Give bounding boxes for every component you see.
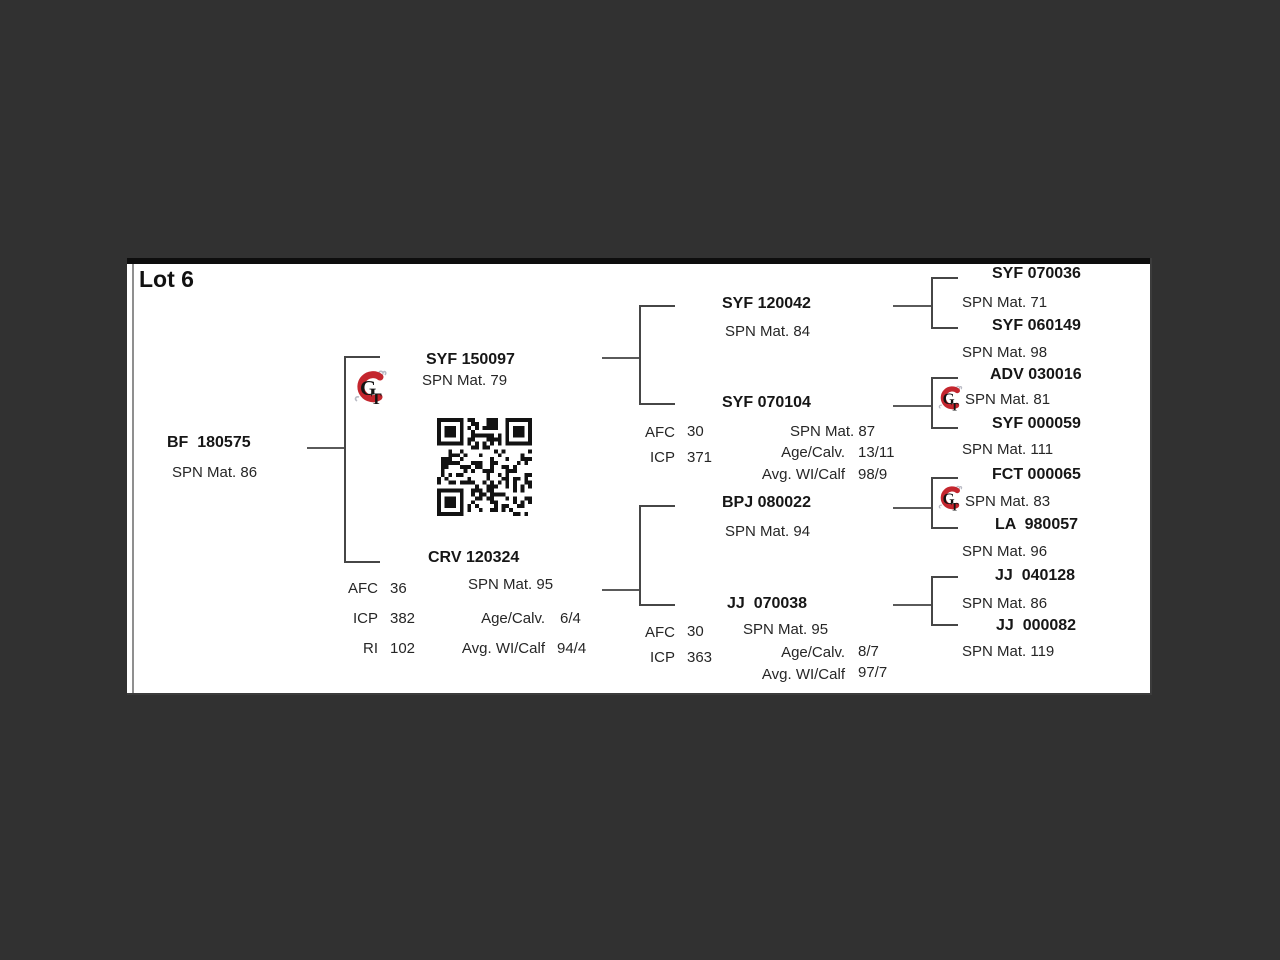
gen4-id-5: LA 980057 <box>995 516 1079 533</box>
sire-dam-avgwicalf-value: 98/9 <box>858 466 888 483</box>
gen4-spn-1: SPN Mat. 98 <box>962 344 1048 361</box>
dam-dam-afc-label: AFC <box>645 624 675 641</box>
pedigree-card <box>127 258 1152 695</box>
gen4-spn-4: SPN Mat. 83 <box>965 493 1051 510</box>
gen4-spn-5: SPN Mat. 96 <box>962 543 1048 560</box>
gt-logo-icon <box>353 368 387 406</box>
sire-dam-agecalv-label: Age/Calv. <box>781 444 845 461</box>
dam-avgwicalf-value: 94/4 <box>557 640 587 657</box>
connector-sire-dam <box>893 405 932 407</box>
sire-dam-agecalv-value: 13/11 <box>858 444 895 461</box>
sire-spn: SPN Mat. 79 <box>422 372 508 389</box>
sire-dam-spn: SPN Mat. 87 <box>790 423 876 440</box>
dam-dam-agecalv-value: 8/7 <box>858 643 879 660</box>
dam-icp-label: ICP <box>352 610 378 627</box>
svg-text:G: G <box>942 490 955 508</box>
connector-dam-sire <box>893 507 932 509</box>
dam-dam-agecalv-label: Age/Calv. <box>781 644 845 661</box>
sire-dam-id: SYF 070104 <box>722 394 811 411</box>
svg-text:G: G <box>360 376 377 400</box>
gen4-id-4: FCT 000065 <box>992 466 1081 483</box>
gen4-spn-0: SPN Mat. 71 <box>962 294 1048 311</box>
gen4-id-1: SYF 060149 <box>992 317 1081 334</box>
sire-dam-icp-label: ICP <box>649 449 675 466</box>
dam-dam-avgwicalf-value: 97/7 <box>858 664 888 681</box>
card-left-rule <box>132 264 134 693</box>
sire-dam-avgwicalf-label: Avg. WI/Calf <box>761 466 845 483</box>
card-bottom-border <box>127 693 1152 695</box>
gen4-id-6: JJ 040128 <box>995 567 1076 584</box>
svg-text:G: G <box>942 390 955 408</box>
connector-sire <box>602 357 640 359</box>
gen4-spn-3: SPN Mat. 111 <box>962 441 1054 458</box>
svg-text:T: T <box>950 400 959 412</box>
svg-text:T: T <box>950 500 959 512</box>
dam-ri-value: 102 <box>390 640 416 657</box>
dam-dam-id: JJ 070038 <box>727 595 808 612</box>
connector-dam-dam <box>893 604 932 606</box>
gen4-spn-6: SPN Mat. 86 <box>962 595 1048 612</box>
bracket-dam-parents <box>639 505 675 606</box>
sire-dam-afc-value: 30 <box>687 423 704 440</box>
bracket-gen4-d <box>931 576 958 626</box>
gen4-id-3: SYF 000059 <box>992 415 1081 432</box>
card-top-border <box>127 258 1152 264</box>
dam-dam-spn: SPN Mat. 95 <box>743 621 829 638</box>
sire-dam-afc-label: AFC <box>645 424 675 441</box>
connector-subject <box>307 447 345 449</box>
dam-avgwicalf-label: Avg. WI/Calf <box>461 640 545 657</box>
connector-sire-sire <box>893 305 932 307</box>
dam-spn: SPN Mat. 95 <box>468 576 554 593</box>
gen4-spn-2: SPN Mat. 81 <box>965 391 1051 408</box>
bracket-sire-parents <box>639 305 675 405</box>
dam-dam-icp-label: ICP <box>649 649 675 666</box>
dam-sire-id: BPJ 080022 <box>722 494 811 511</box>
lot-title: Lot 6 <box>139 266 194 292</box>
qr-code <box>437 418 532 516</box>
dam-afc-value: 36 <box>390 580 407 597</box>
gen4-spn-7: SPN Mat. 119 <box>962 643 1055 660</box>
dam-sire-spn: SPN Mat. 94 <box>725 523 811 540</box>
subject-spn: SPN Mat. 86 <box>172 464 258 481</box>
dam-agecalv-value: 6/4 <box>560 610 581 627</box>
dam-agecalv-label: Age/Calv. <box>481 610 545 627</box>
gen4-id-0: SYF 070036 <box>992 265 1081 282</box>
dam-icp-value: 382 <box>390 610 416 627</box>
dam-dam-icp-value: 363 <box>687 649 713 666</box>
sire-dam-icp-value: 371 <box>687 449 713 466</box>
bracket-gen4-a <box>931 277 958 329</box>
sire-sire-spn: SPN Mat. 84 <box>725 323 811 340</box>
dam-id: CRV 120324 <box>428 549 520 566</box>
svg-text:T: T <box>371 391 382 406</box>
sire-sire-id: SYF 120042 <box>722 295 811 312</box>
subject-id: BF 180575 <box>167 434 251 451</box>
card-right-border <box>1150 258 1152 695</box>
dam-afc-label: AFC <box>348 580 378 597</box>
gt-logo-icon-small <box>937 384 963 412</box>
gen4-id-2: ADV 030016 <box>990 366 1082 383</box>
dam-ri-label: RI <box>363 640 378 657</box>
gen4-id-7: JJ 000082 <box>996 617 1077 634</box>
sire-id: SYF 150097 <box>426 351 515 368</box>
connector-dam <box>602 589 640 591</box>
gt-logo-icon-small <box>937 484 963 512</box>
dam-dam-avgwicalf-label: Avg. WI/Calf <box>761 666 845 683</box>
dam-dam-afc-value: 30 <box>687 623 704 640</box>
